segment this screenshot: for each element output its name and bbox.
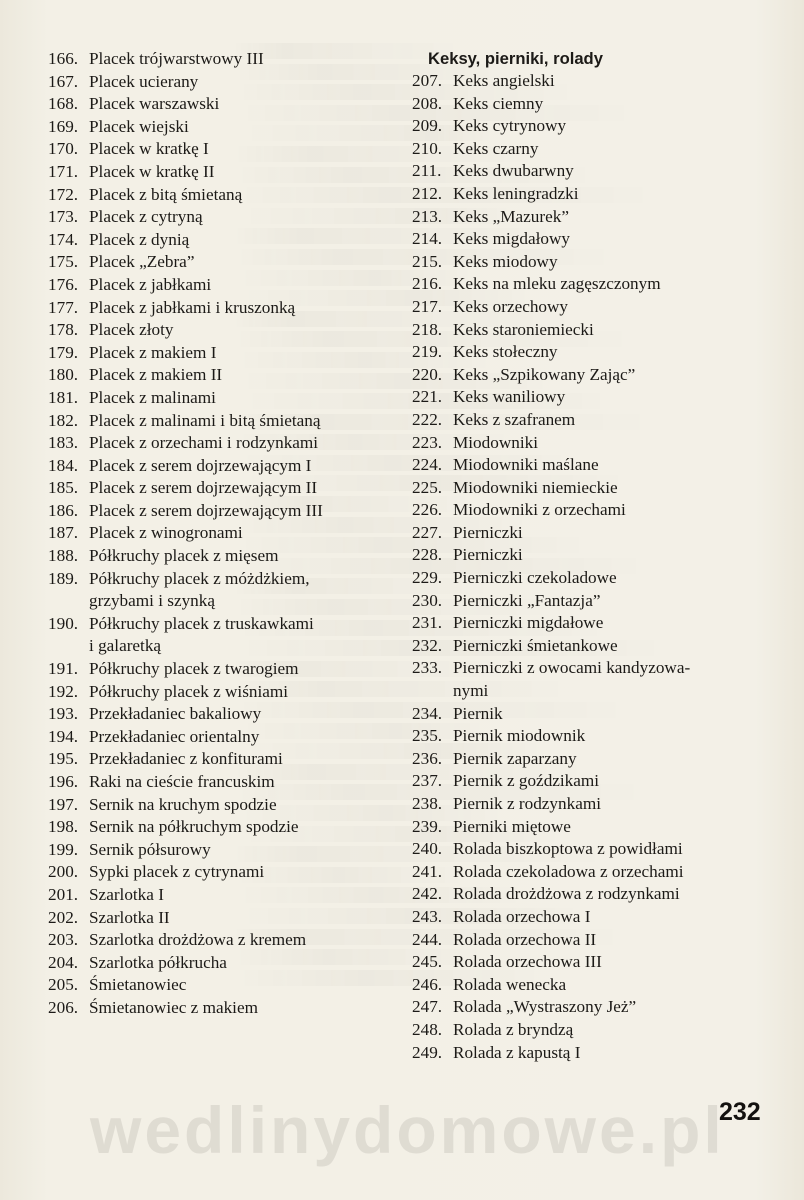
list-item [412,567,782,590]
list-item [412,319,782,342]
list-item [412,544,782,567]
item-number: 213. [412,206,443,226]
item-title: Piernik miodownik [453,726,586,746]
item-number: 195. [48,749,79,769]
item-title: Miodowniki maślane [453,455,599,475]
item-title: Pierniczki z owocami kandyzowa- [453,658,691,678]
item-number: 230. [412,590,443,610]
item-title: Śmietanowiec z makiem [89,997,258,1017]
item-number: 244. [412,929,443,949]
list-item [412,160,782,183]
item-number: 247. [412,997,443,1017]
item-number: 216. [412,274,443,294]
item-number: 184. [48,455,79,475]
list-item [412,432,782,455]
item-title: Rolada orzechowa II [453,929,597,949]
item-title: Sernik na półkruchym spodzie [89,817,299,837]
item-number: 237. [412,771,443,791]
item-number: 192. [48,681,79,701]
item-number: 248. [412,1019,443,1039]
item-number: 173. [48,207,79,227]
list-item [412,115,782,138]
item-title: Placek w kratkę II [89,161,215,181]
list-item [48,500,378,523]
item-number: 217. [412,296,443,316]
list-item [48,432,378,455]
item-title: Sypki placek z cytrynami [89,862,265,882]
item-title: Pierniczki [453,522,523,542]
list-item [412,793,782,816]
list-item [48,861,378,884]
item-number: 200. [48,862,79,882]
item-number: 202. [48,907,79,927]
item-title: Placek z bitą śmietaną [89,184,243,204]
item-title: Keks miodowy [453,251,558,271]
item-number: 207. [412,71,443,90]
item-number: 201. [48,884,79,904]
item-number: 206. [48,997,79,1017]
item-number: 238. [412,794,443,813]
list-item [48,522,378,545]
item-title: Keks czarny [453,138,539,158]
item-title: Półkruchy placek z truskawkami [89,613,314,633]
item-title: Piernik z goździkami [453,771,600,791]
right-column-list [412,70,782,1064]
list-item [412,838,782,861]
item-title-continuation: grzybami i szynką [89,591,216,611]
item-number: 236. [412,748,443,768]
item-title: Miodowniki niemieckie [453,477,618,497]
item-title: Placek z malinami [89,387,216,407]
list-item [412,386,782,409]
list-item [48,884,378,907]
item-title: Rolada drożdżowa z rodzynkami [453,884,680,904]
item-number: 185. [48,478,79,498]
item-title: Pierniczki „Fantazja” [453,590,601,610]
item-title: Pierniczki migdałowe [453,613,604,633]
item-number: 214. [412,229,443,249]
item-title: Rolada z kapustą I [453,1042,581,1062]
list-item [412,974,782,997]
item-number: 242. [412,884,443,904]
item-number: 246. [412,974,443,994]
list-item [412,703,782,726]
watermark: wedlinydomowe.pl [90,1093,725,1167]
item-number: 249. [412,1042,443,1062]
item-title: Placek z makiem I [89,342,217,362]
item-number: 215. [412,251,443,271]
list-item [412,951,782,974]
item-title: Sernik półsurowy [89,839,211,859]
item-number: 178. [48,320,79,340]
list-item [48,410,378,433]
list-item [412,612,782,635]
item-number: 225. [412,477,443,497]
item-title: Placek z winogronami [89,523,243,543]
item-title: Placek z orzechami i rodzynkami [89,433,319,453]
list-item [412,861,782,884]
item-title: Keks stołeczny [453,342,558,362]
list-item [48,251,378,274]
list-item [48,161,378,184]
list-item [412,364,782,387]
item-title: Miodowniki z orzechami [453,500,626,520]
item-number: 169. [48,116,79,136]
list-item [48,703,378,726]
list-item [412,251,782,274]
item-title: Półkruchy placek z móżdżkiem, [89,568,310,588]
item-title: Szarlotka I [89,884,164,904]
item-title-continuation: nymi [453,681,489,701]
right-column [412,48,782,1064]
list-item [412,929,782,952]
list-item [412,883,782,906]
list-item [412,1042,782,1065]
item-number: 180. [48,365,79,385]
item-number: 227. [412,522,443,542]
list-item [48,477,378,500]
item-title: Keks orzechowy [453,296,569,316]
item-number: 233. [412,658,443,678]
list-item [412,273,782,296]
list-item [48,748,378,771]
item-number: 221. [412,387,443,407]
list-item [412,657,782,680]
item-number: 172. [48,184,79,204]
item-number: 240. [412,839,443,859]
list-item [412,70,782,93]
item-number: 228. [412,545,443,565]
list-item [412,816,782,839]
item-number: 166. [48,49,79,68]
item-title: Placek z serem dojrzewającym III [89,500,323,520]
list-item [48,297,378,320]
item-number: 205. [48,975,79,995]
item-number: 193. [48,704,79,724]
list-item [48,568,378,591]
list-item [48,771,378,794]
list-item [48,206,378,229]
list-item [412,341,782,364]
list-item [412,725,782,748]
item-number: 243. [412,906,443,926]
item-number: 189. [48,568,79,588]
item-number: 197. [48,794,79,814]
list-item [48,997,378,1020]
item-title: Keks na mleku zagęszczonym [453,274,661,294]
item-title: Keks leningradzki [453,183,579,203]
list-item [412,590,782,613]
item-title: Piernik [453,703,503,723]
list-item [412,770,782,793]
item-title: Pierniki miętowe [453,816,571,836]
list-item [412,454,782,477]
item-title: Szarlotka drożdżowa z kremem [89,930,307,950]
item-title: Półkruchy placek z wiśniami [89,681,289,701]
list-item [412,522,782,545]
item-title-continuation: i galaretką [89,636,162,656]
item-number: 191. [48,659,79,679]
item-title: Placek złoty [89,320,174,340]
item-title: Pierniczki [453,545,523,565]
list-item [412,906,782,929]
item-title: Placek z makiem II [89,365,223,385]
item-number: 239. [412,816,443,836]
item-number: 187. [48,523,79,543]
item-title: Keks migdałowy [453,229,570,249]
item-title: Śmietanowiec [89,975,187,995]
item-number: 186. [48,500,79,520]
item-title: Placek z malinami i bitą śmietaną [89,410,321,430]
list-item [48,387,378,410]
item-number: 196. [48,772,79,791]
list-item [48,839,378,862]
list-item [48,319,378,342]
list-item [48,816,378,839]
list-item [48,138,378,161]
item-title: Keks z szafranem [453,409,576,429]
item-number: 209. [412,116,443,136]
list-item [412,409,782,432]
list-item [48,184,378,207]
item-title: Półkruchy placek z twarogiem [89,659,299,679]
item-title: Rolada czekoladowa z orzechami [453,861,684,881]
list-item [48,93,378,116]
list-item [48,342,378,365]
list-item [48,455,378,478]
item-title: Rolada z bryndzą [453,1019,574,1039]
item-number: 210. [412,138,443,158]
item-title: Rolada orzechowa I [453,906,591,926]
list-item [48,545,378,568]
item-title: Keks cytrynowy [453,116,567,136]
item-number: 222. [412,409,443,429]
item-number: 174. [48,229,79,249]
list-item [412,499,782,522]
item-title: Szarlotka półkrucha [89,952,227,972]
list-item [48,681,378,704]
list-item [412,748,782,771]
list-item [48,274,378,297]
item-number: 190. [48,613,79,633]
item-number: 208. [412,93,443,113]
item-number: 199. [48,839,79,859]
item-title: Placek „Zebra” [89,252,195,272]
item-number: 179. [48,342,79,362]
list-item [412,1019,782,1042]
list-item [412,183,782,206]
item-number: 170. [48,139,79,159]
item-title: Półkruchy placek z mięsem [89,546,279,566]
item-number: 212. [412,183,443,203]
item-title: Sernik na kruchym spodzie [89,794,277,814]
item-title: Keks staroniemiecki [453,319,594,339]
list-item [48,229,378,252]
item-title: Placek z jabłkami i kruszonką [89,297,296,317]
item-title: Keks ciemny [453,93,544,113]
item-number: 234. [412,703,443,723]
item-number: 194. [48,726,79,746]
item-title: Keks „Mazurek” [453,206,569,226]
item-number: 220. [412,364,443,384]
item-title: Placek wiejski [89,116,189,136]
item-number: 241. [412,861,443,881]
item-number: 171. [48,161,79,181]
item-title: Rolada „Wystraszony Jeż” [453,997,637,1017]
item-title: Placek w kratkę I [89,139,209,159]
item-title: Placek z jabłkami [89,274,212,294]
item-number: 167. [48,71,79,91]
item-number: 168. [48,94,79,114]
item-title: Pierniczki śmietankowe [453,635,618,655]
list-item [48,48,378,71]
item-number: 175. [48,252,79,272]
list-item [48,658,378,681]
item-number: 223. [412,432,443,452]
left-column [48,48,378,1020]
list-item [48,613,378,636]
item-title: Piernik zaparzany [453,748,577,768]
item-number: 235. [412,726,443,746]
item-title: Placek warszawski [89,94,220,114]
list-item [48,794,378,817]
item-title: Keks „Szpikowany Zając” [453,364,636,384]
item-number: 219. [412,342,443,362]
list-item [412,138,782,161]
item-title: Miodowniki [453,432,538,452]
item-title: Placek z serem dojrzewającym I [89,455,312,475]
item-number: 188. [48,546,79,566]
item-title: Rolada orzechowa III [453,952,602,972]
list-item [48,907,378,930]
list-item [412,93,782,116]
list-item [412,296,782,319]
list-item [48,952,378,975]
item-number: 245. [412,952,443,972]
item-title: Pierniczki czekoladowe [453,568,617,588]
list-item [48,726,378,749]
list-item [48,116,378,139]
item-number: 231. [412,613,443,633]
item-title: Rolada wenecka [453,974,567,994]
item-title: Placek trójwarstwowy III [89,49,264,68]
item-title: Keks angielski [453,71,555,90]
item-number: 204. [48,952,79,972]
item-number: 183. [48,433,79,453]
item-title: Rolada biszkoptowa z powidłami [453,839,683,859]
item-title: Keks waniliowy [453,387,566,407]
item-title: Szarlotka II [89,907,170,927]
item-number: 177. [48,297,79,317]
item-title: Raki na cieście francuskim [89,772,275,791]
list-item [412,996,782,1019]
list-item [412,477,782,500]
item-number: 203. [48,930,79,950]
item-number: 182. [48,410,79,430]
item-number: 181. [48,387,79,407]
item-title: Przekładaniec orientalny [89,726,260,746]
item-title: Keks dwubarwny [453,161,574,181]
item-number: 229. [412,568,443,588]
list-item [48,71,378,94]
item-number: 176. [48,274,79,294]
item-title: Placek z cytryną [89,207,203,227]
item-number: 232. [412,635,443,655]
section-heading: Keksy, pierniki, rolady [428,49,603,68]
item-title: Placek ucierany [89,71,199,91]
list-item [48,364,378,387]
list-item [412,228,782,251]
list-item [412,635,782,658]
item-title: Placek z dynią [89,229,190,249]
item-number: 211. [412,161,442,181]
item-title: Przekładaniec z konfiturami [89,749,283,769]
item-title: Piernik z rodzynkami [453,794,601,813]
item-title: Przekładaniec bakaliowy [89,704,262,724]
item-number: 226. [412,500,443,520]
item-title: Placek z serem dojrzewającym II [89,478,318,498]
list-item [48,974,378,997]
item-number: 224. [412,455,443,475]
item-number: 218. [412,319,443,339]
page-number: 232 [719,1098,761,1126]
list-item [48,929,378,952]
list-item [412,206,782,229]
item-number: 198. [48,817,79,837]
